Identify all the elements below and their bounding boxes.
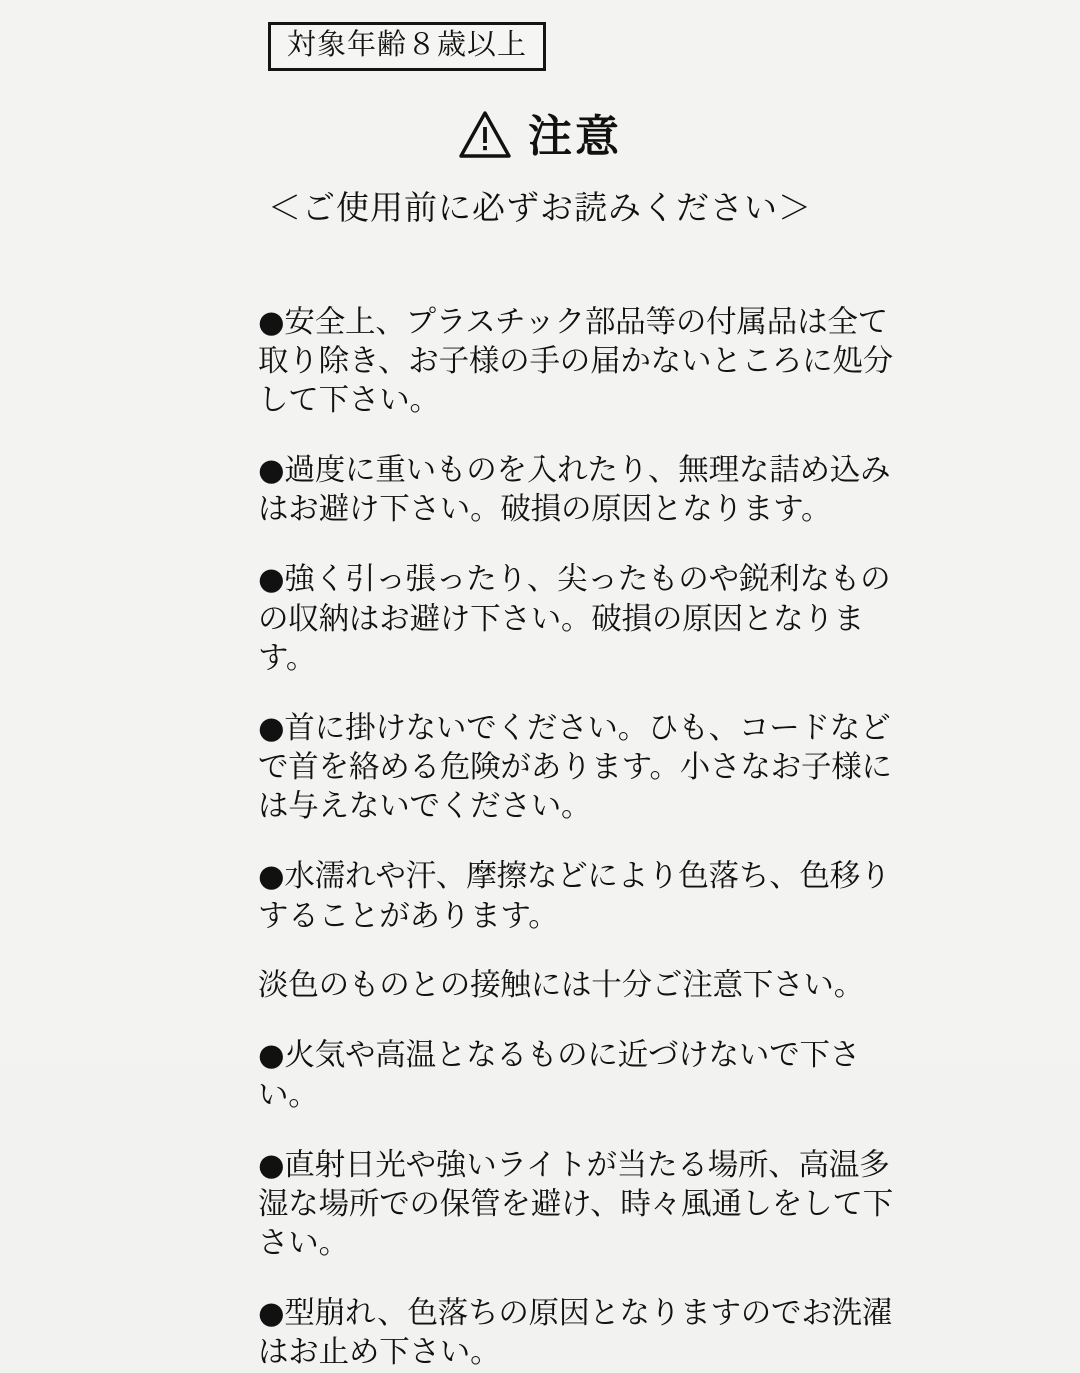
- notice-item: ●型崩れ、色落ちの原因となりますのでお洗濯はお止め下さい。: [258, 1296, 893, 1371]
- notice-list: [258, 272, 910, 1373]
- age-recommendation-label: 対象年齢８歳以上: [287, 27, 528, 61]
- age-recommendation-box: [268, 22, 546, 71]
- caution-title: 注意: [528, 111, 622, 162]
- caution-heading: [0, 110, 1080, 164]
- notice-item: ●水濡れや汗、摩擦などにより色落ち、色移りすることがあります。: [258, 859, 891, 934]
- notice-item: ●火気や高温となるものに近づけないで下さい。: [258, 1038, 861, 1113]
- notice-item: ●安全上、プラスチック部品等の付属品は全て取り除き、お子様の手の届かないところに処分して下さい。: [258, 304, 894, 419]
- notice-item: ●強く引っ張ったり、尖ったものや鋭利なものの収納はお避け下さい。破損の原因となります。: [258, 562, 891, 676]
- notice-item: 淡色のものとの接触には十分ご注意下さい。: [258, 968, 864, 1004]
- notice-item: ●直射日光や強いライトが当たる場所、高温多湿な場所での保管を避け、時々風通しをして下さい。: [258, 1147, 894, 1262]
- notice-item: ●首に掛けないでください。ひも、コードなどで首を絡める危険があります。小さなお子様には与えないでください。: [258, 710, 892, 825]
- notice-item: ●過度に重いものを入れたり、無理な詰め込みはお避け下さい。破損の原因となります。: [258, 453, 891, 528]
- caution-subtitle: ＜ご使用前に必ずお読みください＞: [268, 188, 812, 227]
- warning-triangle-icon: [458, 110, 512, 164]
- age-box-border: [268, 22, 546, 71]
